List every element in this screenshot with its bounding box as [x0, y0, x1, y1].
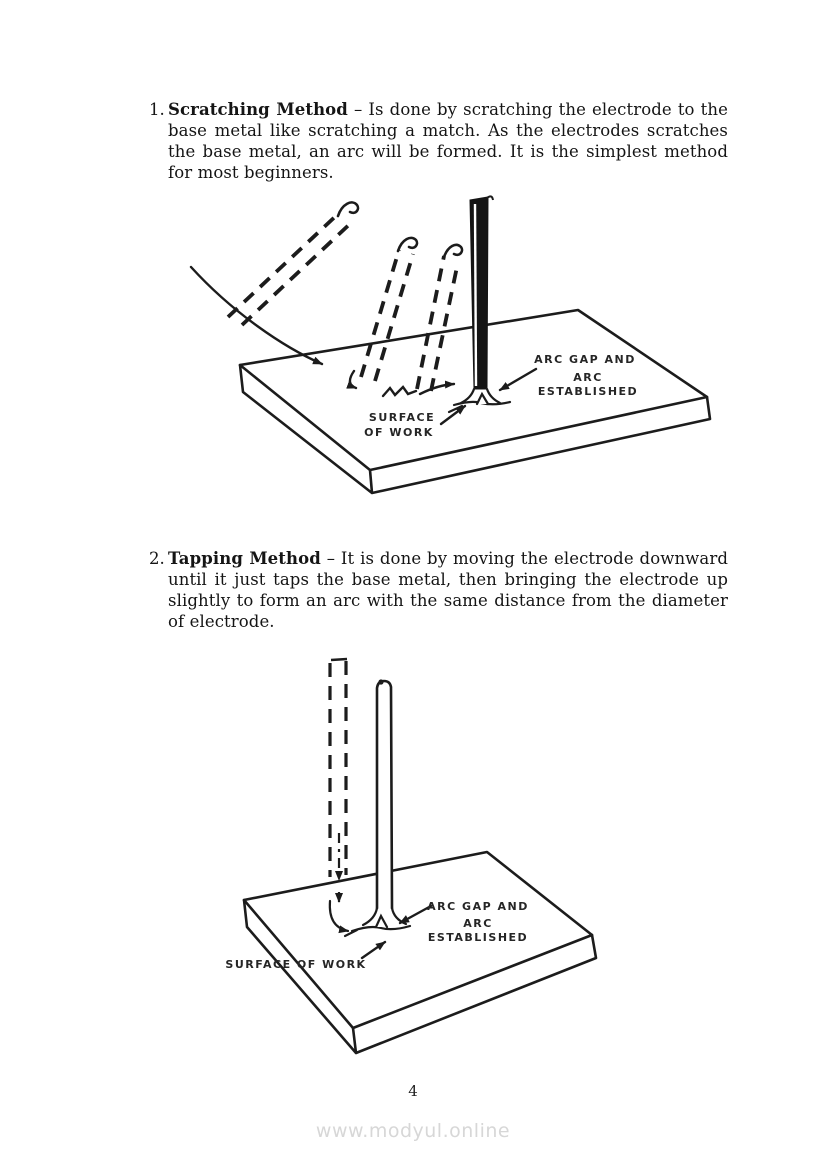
solid-electrode — [377, 680, 392, 908]
work-surface — [244, 852, 596, 1053]
holder-hook-icon — [444, 245, 462, 257]
watermark-text: www.modyul.online — [315, 1120, 511, 1142]
arc-gap-label: ESTABLISHED — [537, 385, 639, 398]
surface-of-work-label: SURFACE OF WORK — [225, 958, 367, 971]
arc-gap-label: ARC — [573, 371, 603, 384]
list-item-tapping-method — [149, 548, 728, 632]
method-term: Scratching Method — [168, 100, 348, 119]
item-text — [168, 548, 728, 632]
term-separator: – — [320, 549, 341, 568]
holder-hook-icon — [398, 238, 417, 251]
method-term: Tapping Method — [168, 549, 321, 568]
surface-of-work-label: SURFACE — [368, 411, 436, 424]
dashed-electrode — [330, 659, 347, 877]
arc-gap-label: ESTABLISHED — [427, 931, 529, 944]
tapping-method-figure — [225, 652, 647, 1064]
dashed-electrode-left — [228, 202, 358, 325]
method-description: Is done by scratching the electrode to the base metal like scratching a match. As the electrodes scratches the base metal, an arc will be formed. It is the simplest method for most beginners. — [168, 100, 728, 182]
item-number: 1. — [149, 100, 165, 119]
scratching-method-figure — [185, 192, 717, 507]
method-description: It is done by moving the electrode downward until it just taps the base metal, then bringing the electrode up slightly to form an arc with the same distance from the diameter of electrode. — [168, 549, 728, 631]
list-item-scratching-method — [149, 99, 728, 183]
page-number: 4 — [408, 1082, 418, 1100]
item-text — [168, 99, 728, 183]
arc-gap-label: ARC GAP AND — [427, 900, 529, 913]
surface-of-work-label: OF WORK — [364, 426, 434, 439]
term-separator: – — [347, 100, 369, 119]
item-number: 2. — [149, 549, 165, 568]
arc-gap-label: ARC — [463, 917, 493, 930]
holder-hook-icon — [338, 202, 358, 216]
arc-gap-label: ARC GAP AND — [534, 353, 636, 366]
